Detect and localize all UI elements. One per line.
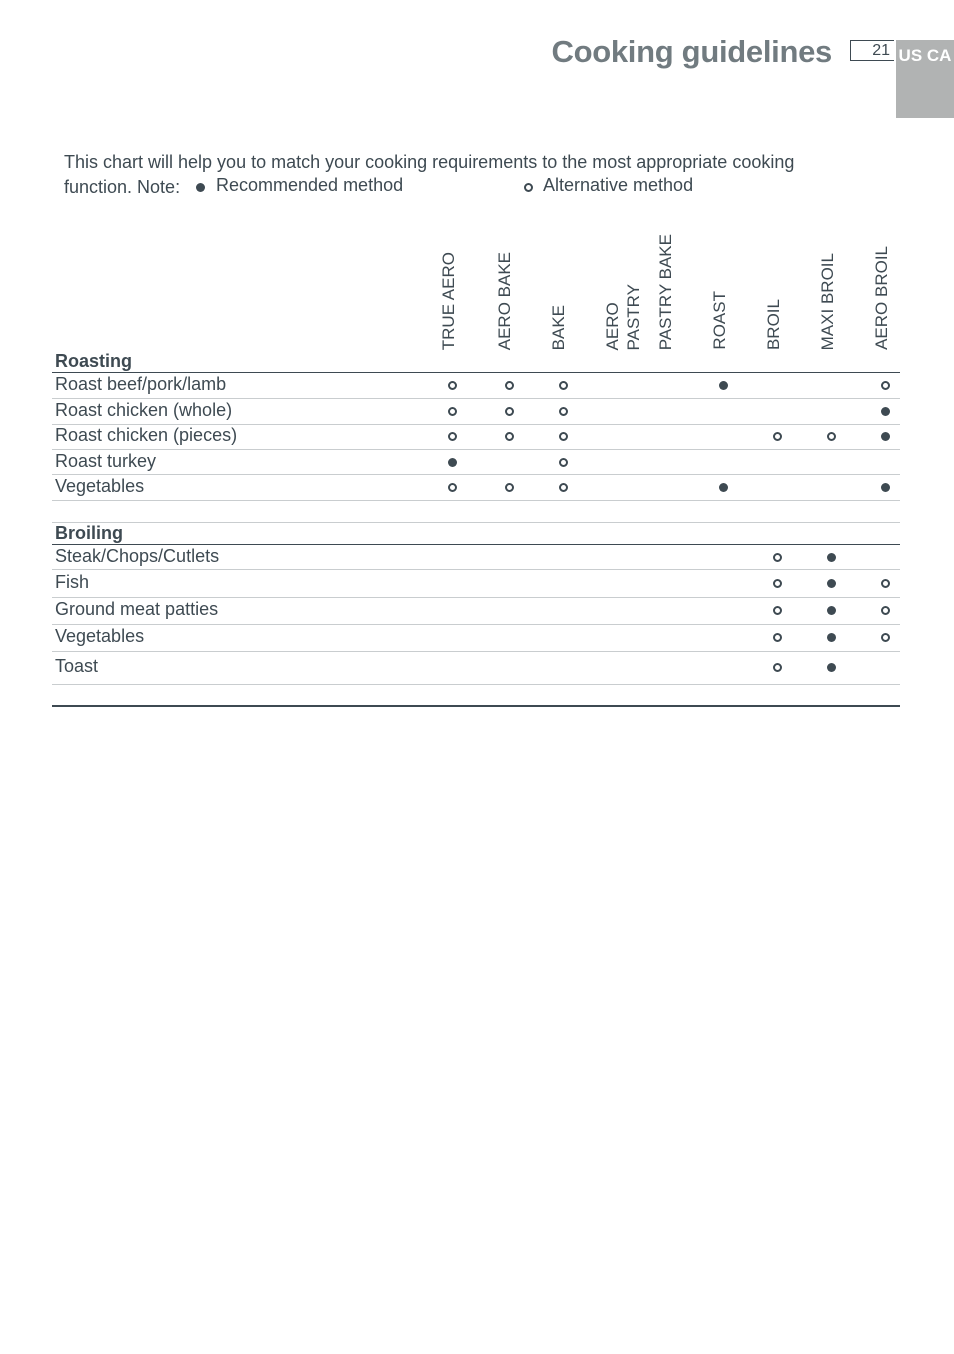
row-divider [52, 624, 900, 625]
row-divider [52, 398, 900, 399]
section-divider [52, 522, 900, 523]
row-label: Fish [55, 572, 90, 592]
recommended-dot-icon [719, 381, 728, 390]
alternative-dot-icon [505, 483, 514, 492]
row-label: Vegetables [55, 626, 145, 646]
recommended-dot-icon [196, 183, 205, 192]
alternative-dot-icon [773, 553, 782, 562]
column-header-line: PASTRY [624, 283, 643, 350]
column-header-line: BROIL [764, 298, 783, 350]
alternative-dot-icon [773, 432, 782, 441]
column-header-line: PASTRY BAKE [656, 233, 675, 350]
row-label: Roast chicken (whole) [55, 400, 233, 420]
intro-line-2: function. Note: [64, 177, 181, 197]
row-label: Roast beef/pork/lamb [55, 374, 227, 394]
recommended-dot-icon [881, 432, 890, 441]
alternative-dot-icon [559, 483, 568, 492]
row-label: Vegetables [55, 476, 145, 496]
recommended-dot-icon [827, 579, 836, 588]
column-header-line: ROAST [710, 291, 729, 350]
page-number: 21 [850, 40, 894, 61]
column-header-aero-bake [494, 252, 515, 350]
alternative-dot-icon [524, 183, 533, 192]
alternative-dot-icon [773, 633, 782, 642]
column-header-roast [709, 291, 730, 350]
alternative-dot-icon [881, 606, 890, 615]
column-header-line: AERO BROIL [872, 246, 891, 350]
alternative-dot-icon [559, 432, 568, 441]
alternative-dot-icon [505, 381, 514, 390]
section-rule [52, 544, 900, 545]
column-header-aero-pastry [602, 284, 644, 350]
section-title-broiling: Broiling [55, 523, 123, 543]
recommended-dot-icon [827, 663, 836, 672]
recommended-dot-icon [719, 483, 728, 492]
column-header-line: AERO [603, 301, 622, 350]
alternative-dot-icon [773, 606, 782, 615]
alternative-dot-icon [559, 407, 568, 416]
column-header-aero-broil [871, 246, 892, 350]
table-bottom-rule [52, 705, 900, 707]
alternative-dot-icon [881, 633, 890, 642]
alternative-dot-icon [448, 483, 457, 492]
alternative-dot-icon [773, 579, 782, 588]
column-header-true-aero [438, 252, 459, 350]
row-label: Roast turkey [55, 451, 157, 471]
alternative-dot-icon [559, 458, 568, 467]
recommended-dot-icon [881, 483, 890, 492]
row-divider [52, 651, 900, 652]
row-divider [52, 500, 900, 501]
intro-line-1: This chart will help you to match your cooking requirements to the most appropriate cooking [64, 152, 795, 172]
section-title-roasting: Roasting [55, 351, 133, 371]
recommended-dot-icon [448, 458, 457, 467]
alternative-dot-icon [559, 381, 568, 390]
column-header-bake [548, 305, 569, 350]
column-header-broil [763, 299, 784, 350]
alternative-dot-icon [448, 381, 457, 390]
alternative-dot-icon [448, 432, 457, 441]
column-header-line: TRUE AERO [439, 251, 458, 350]
row-divider [52, 449, 900, 450]
row-label: Toast [55, 656, 99, 676]
alternative-dot-icon [505, 407, 514, 416]
alternative-dot-icon [881, 579, 890, 588]
recommended-dot-icon [827, 553, 836, 562]
row-label: Ground meat patties [55, 599, 219, 619]
row-divider [52, 684, 900, 685]
alternative-dot-icon [773, 663, 782, 672]
recommended-dot-icon [827, 633, 836, 642]
recommended-dot-icon [881, 407, 890, 416]
alternative-dot-icon [448, 407, 457, 416]
alternative-dot-icon [827, 432, 836, 441]
row-label: Steak/Chops/Cutlets [55, 546, 220, 566]
alternative-dot-icon [881, 381, 890, 390]
row-divider [52, 597, 900, 598]
row-divider [52, 569, 900, 570]
column-header-line: AERO BAKE [495, 251, 514, 350]
section-rule [52, 372, 900, 373]
column-header-pastry-bake [655, 234, 676, 350]
page-title: Cooking guidelines [551, 34, 832, 69]
legend-alternative-label: Alternative method [543, 175, 694, 195]
legend-recommended-label: Recommended method [216, 175, 404, 195]
alternative-dot-icon [505, 432, 514, 441]
recommended-dot-icon [827, 606, 836, 615]
region-tab: US CA [896, 40, 954, 118]
column-header-line: BAKE [549, 304, 568, 350]
column-header-line: MAXI BROIL [818, 252, 837, 350]
row-divider [52, 474, 900, 475]
column-header-maxi-broil [817, 253, 838, 350]
row-label: Roast chicken (pieces) [55, 425, 238, 445]
